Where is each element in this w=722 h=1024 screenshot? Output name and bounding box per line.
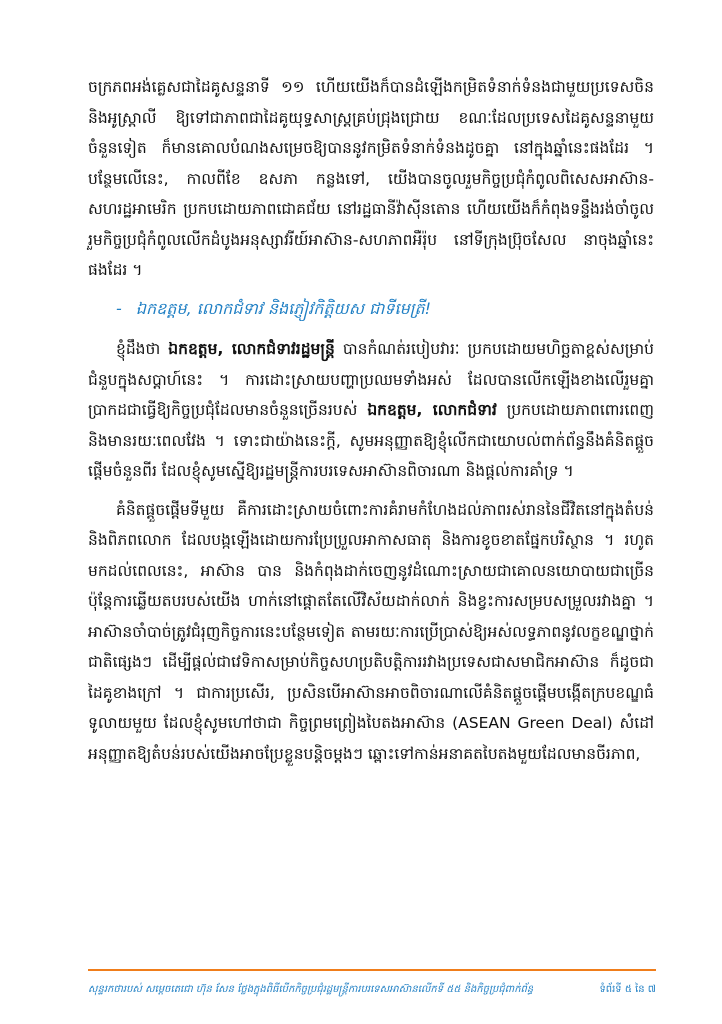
- paragraph-2-part-1: ខ្ញុំដឹងថា: [116, 340, 169, 358]
- page-number: ទំព័រទី ៥ នៃ ៧: [599, 984, 656, 995]
- document-body: [88, 72, 654, 777]
- paragraph-1: ចក្រភពអង់គ្លេសជាដៃគូសន្ទនាទី ១១ ហើយយើងក៏បានដំឡើងកម្រិតទំនាក់ទំនងជាមួយប្រទេសចិន និងអូស្ត្រាលី ឱ្យទៅជាភាពជាដៃគូយុទ្ធសាស្ត្រគ្រប់ជ្រុងជ្រោយ ខណៈដែលប្រទេសដៃគូសន្ទនាមួយចំនួនទៀត ក៏មានគោលបំណងសម្រេចឱ្យបាននូវកម្រិតទំនាក់ទំនងដូចគ្នា នៅក្នុងឆ្នាំនេះផងដែរ ។ បន្ថែមលើនេះ, កាលពីខែ ឧសភា កន្លងទៅ, យើងបានចូលរួមកិច្ចប្រជុំកំពូលពិសេសអាស៊ាន-សហរដ្ឋអាមេរិក ប្រកបដោយភាពជោគជ័យ នៅរដ្ឋធានីវ៉ាស៊ីនតោន ហើយយើងក៏កំពុងទន្ទឹងរង់ចាំចូលរួមកិច្ចប្រជុំកំពូលលើកដំបូងអនុស្សាវរីយ៍អាស៊ាន-សហភាពអឺរ៉ុប នៅទីក្រុងប្រ៊ុចសែល នាចុងឆ្នាំនេះផងដែរ ។: [88, 78, 654, 279]
- heading-text: ឯកឧត្តម, លោកជំទាវ និងភ្ញៀវកិត្តិយស ជាទីមេត្រី!: [135, 298, 432, 318]
- footer-note: សុន្ទរកថារបស់ សម្តេចតេជោ ហ៊ុន សែន ថ្លែងក្នុងពិធីបើកកិច្ចប្រជុំរដ្ឋមន្ត្រីការបរទេសអាស៊ានលើកទី ៥៥ និងកិច្ចប្រជុំពាក់ព័ន្ធ: [88, 984, 534, 995]
- paragraph-3: គំនិតផ្តួចផ្តើមទីមួយ គឺការដោះស្រាយចំពោះការគំរាមកំហែងដល់ភាពរស់រាននៃជីវិតនៅក្នុងតំបន់ និងពិភពលោក ដែលបង្កឡើងដោយការប្រែប្រួលអាកាសធាតុ និងការខូចខាតផ្នែកបរិស្ថាន ។ រហូតមកដល់ពេលនេះ, អាស៊ាន បាន និងកំពុងដាក់ចេញនូវដំណោះស្រាយជាគោលនយោបាយជាច្រើន ប៉ុន្តែការឆ្លើយតបរបស់យើង ហាក់នៅផ្តោតតែលើវិស័យដាក់លាក់ និងខ្វះការសម្របសម្រួលរវាងគ្នា ។ អាស៊ានចាំបាច់ត្រូវជំរុញកិច្ចការនេះបន្ថែមទៀត តាមរយៈការប្រើប្រាស់ឱ្យអស់លទ្ធភាពនូវលក្ខខណ្ឌថ្នាក់ជាតិផ្សេងៗ ដើម្បីផ្តល់ជាវេទិកាសម្រាប់កិច្ចសហប្រតិបត្តិការរវាងប្រទេសជាសមាជិកអាស៊ាន ក៏ដូចជាដៃគូខាងក្រៅ ។ ជាការប្រសើរ, ប្រសិនបើអាស៊ានអាចពិចារណាលើគំនិតផ្តួចផ្តើមបង្កើតក្របខណ្ឌធំទូលាយមួយ ដែលខ្ញុំសូមហៅថាជា កិច្ចព្រមព្រៀងបៃតងអាស៊ាន (ASEAN Green Deal) សំដៅអនុញ្ញាតឱ្យតំបន់របស់យើងអាចប្រែខ្លួនបន្តិចម្តងៗ ឆ្ពោះទៅកាន់អនាគតបៃតងមួយដែលមានចីរភាព,: [88, 500, 654, 763]
- paragraph-2-part-3: ប្រកបដោយភាពពោរពេញ និងមានរយៈពេលវែង ។ ទោះជាយ៉ាងនេះក្តី, សូមអនុញ្ញាតឱ្យខ្ញុំលើកជាយោបល់ពាក់ព័ន្ធនឹងគំនិតផ្តួចផ្តើមចំនួនពីរ ដែលខ្ញុំសូមស្នើឱ្យរដ្ឋមន្ត្រីការបរទេសអាស៊ានពិចារណា និងផ្តល់ការគាំទ្រ ។: [88, 401, 654, 480]
- salutation-heading: [88, 294, 654, 325]
- paragraph-2-bold-1: ឯកឧត្តម, លោកជំទាវរដ្ឋមន្ត្រី: [168, 340, 335, 358]
- heading-bullet: -: [116, 298, 122, 318]
- paragraph-2-bold-2: ឯកឧត្តម, លោកជំទាវ: [367, 401, 497, 419]
- page-footer: [88, 982, 656, 997]
- paragraph-2-part-2: បានកំណត់របៀបវារៈ ប្រកបដោយមហិច្ឆតាខ្ពស់សម្រាប់ជំនួបក្នុងសប្តាហ៍នេះ ។ ការដោះស្រាយបញ្ហាប្រឈមទាំងអស់ ដែលបានលើកឡើងខាងលើរួមគ្នា ប្រាកដជាធ្វើឱ្យកិច្ចប្រជុំដែលមានចំនួនច្រើនរបស់: [88, 340, 654, 419]
- footer-divider: [88, 969, 656, 971]
- paragraph-2: [88, 334, 654, 487]
